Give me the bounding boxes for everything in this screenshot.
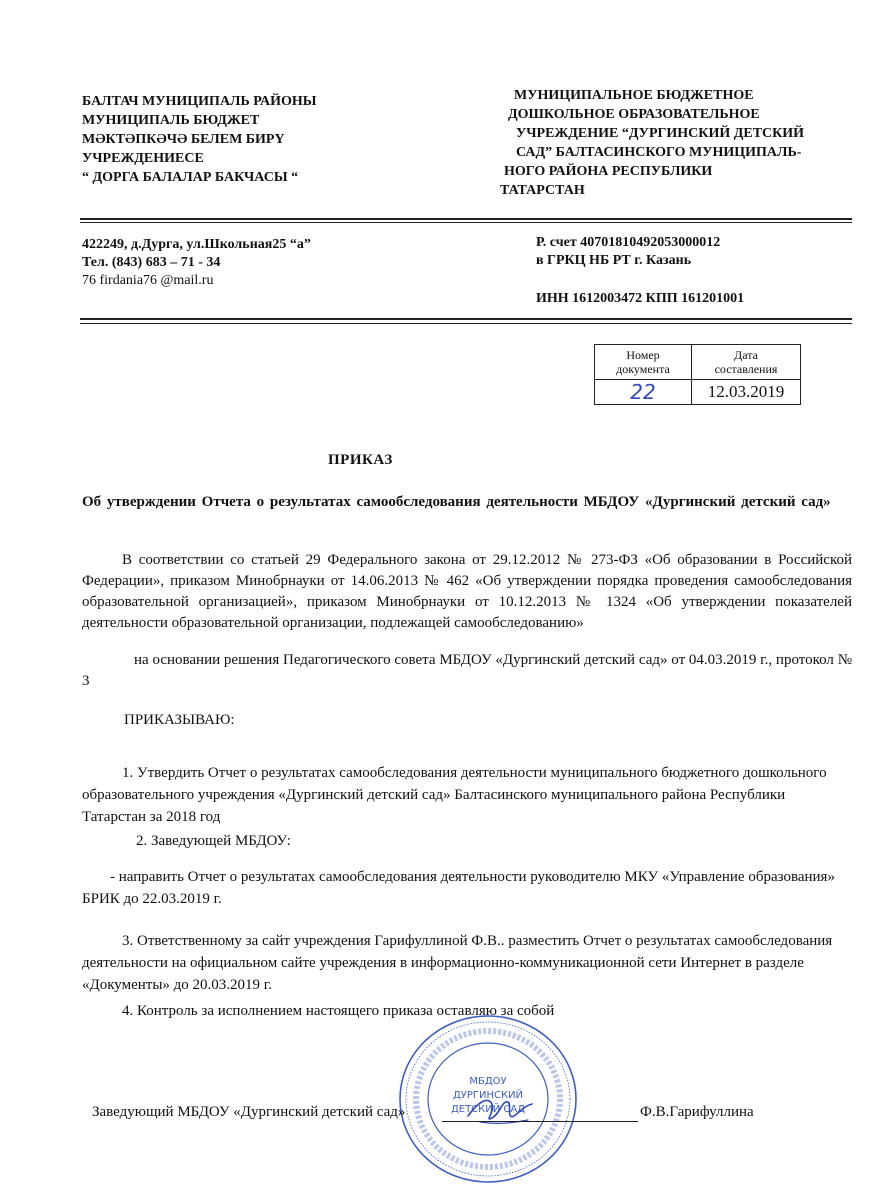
header-left-line: УЧРЕЖДЕНИЕСЕ — [82, 151, 204, 166]
doc-date-header — [692, 345, 801, 380]
inn-kpp-text: ИНН 1612003472 КПП 161201001 — [536, 291, 745, 306]
doc-number-header — [595, 345, 692, 380]
stamp-line-3: ДЕТСКИЙ САД — [450, 1104, 526, 1115]
order-item-4: 4. Контроль за исполнением настоящего приказа оставляю за собой — [122, 1003, 555, 1019]
doc-date-header-line: составления — [714, 362, 778, 376]
address-text: 422249, д.Дурга, ул.Школьная25 “а” — [82, 237, 311, 252]
header-right-org-russian — [500, 86, 850, 200]
header-left-line: БАЛТАЧ МУНИЦИПАЛЬ РАЙОНЫ — [82, 94, 317, 109]
header-right-line: МУНИЦИПАЛЬНОЕ БЮДЖЕТНОЕ — [514, 88, 754, 103]
doc-number-value: 22 — [595, 380, 692, 405]
bank-account-text: Р. счет 40701810492053000012 — [536, 235, 721, 250]
header-divider-top-thin — [80, 222, 852, 223]
header-right-line: УЧРЕЖДЕНИЕ “ДУРГИНСКИЙ ДЕТСКИЙ — [516, 126, 805, 141]
header-left-line: МУНИЦИПАЛЬ БЮДЖЕТ — [82, 113, 260, 128]
doc-number-header-line: Номер — [626, 348, 660, 362]
header-left-org-tatar — [82, 92, 412, 187]
order-item-1: 1. Утвердить Отчет о результатах самообследования деятельности муниципального бюджетного дошкольного образовательного учреждения «Дургинский детский сад» Балтасинского муниципального района Республики Татарстан за 2018 год — [82, 765, 827, 825]
handwritten-signature — [462, 1082, 538, 1132]
signatory-position: Заведующий МБДОУ «Дургинский детский сад» — [92, 1104, 406, 1120]
doc-date-value: 12.03.2019 — [692, 380, 801, 405]
order-word: ПРИКАЗЫВАЮ: — [124, 712, 235, 728]
document-title: ПРИКАЗ — [328, 452, 393, 468]
header-right-line: ТАТАРСТАН — [500, 183, 585, 198]
bank-name-text: в ГРКЦ НБ РТ г. Казань — [536, 253, 692, 268]
order-item-3: 3. Ответственному за сайт учреждения Гарифуллиной Ф.В.. разместить Отчет о результатах самообследования деятельности на официальном сайте учреждения в информационно-коммуникационной сети Интернет в разделе «Документы» до 20.03.2019 г. — [82, 933, 833, 993]
basis-paragraph: на основании решения Педагогического совета МБДОУ «Дургинский детский сад» от 04.03.2019 г., протокол № 3 — [82, 652, 852, 689]
contacts-divider-bottom-thin — [80, 323, 852, 324]
phone-text: Тел. (843) 683 – 71 - 34 — [82, 255, 221, 270]
header-right-line: ДОШКОЛЬНОЕ ОБРАЗОВАТЕЛЬНОЕ — [508, 107, 760, 122]
header-left-line: “ ДОРГА БАЛАЛАР БАКЧАСЫ “ — [82, 170, 299, 185]
order-item-2-sub: - направить Отчет о результатах самообследования деятельности руководителю МКУ «Управление образования» БРИК до 22.03.2019 г. — [82, 869, 835, 907]
contacts-right — [536, 234, 852, 308]
document-number-table — [594, 344, 801, 405]
contacts-left — [82, 236, 412, 290]
signature-blank — [442, 1121, 638, 1122]
doc-date-header-line: Дата — [734, 348, 758, 362]
doc-number-header-line: документа — [616, 362, 670, 376]
stamp-line-1: МБДОУ — [469, 1076, 507, 1087]
document-subject: Об утверждении Отчета о результатах самообследования деятельности МБДОУ «Дургинский детский сад» — [82, 494, 831, 510]
header-divider-top — [80, 218, 852, 220]
header-left-line: МӘКТӘПКӘЧӘ БЕЛЕМ БИРҮ — [82, 132, 285, 147]
signatory-name: Ф.В.Гарифуллина — [640, 1104, 754, 1120]
preamble-paragraph: В соответствии со статьей 29 Федерального закона от 29.12.2012 № 273-ФЗ «Об образовании в Российской Федерации», приказом Минобрнауки от 14.06.2013 № 462 «Об утверждении порядка проведения самообследования образовательной организацией», приказом Минобрнауки от 10.12.2013 № 1324 «Об утверждении показателей деятельности образовательной организации, подлежащей самообследованию» — [82, 552, 852, 631]
header-right-line: НОГО РАЙОНА РЕСПУБЛИКИ — [504, 164, 713, 179]
stamp-line-2: ДУРГИНСКИЙ — [452, 1090, 524, 1101]
contacts-divider-bottom — [80, 318, 852, 320]
header-right-line: САД” БАЛТАСИНСКОГО МУНИЦИПАЛЬ- — [516, 145, 802, 160]
email-text: 76 firdania76 @mail.ru — [82, 273, 214, 288]
order-item-2: 2. Заведующей МБДОУ: — [136, 833, 291, 849]
